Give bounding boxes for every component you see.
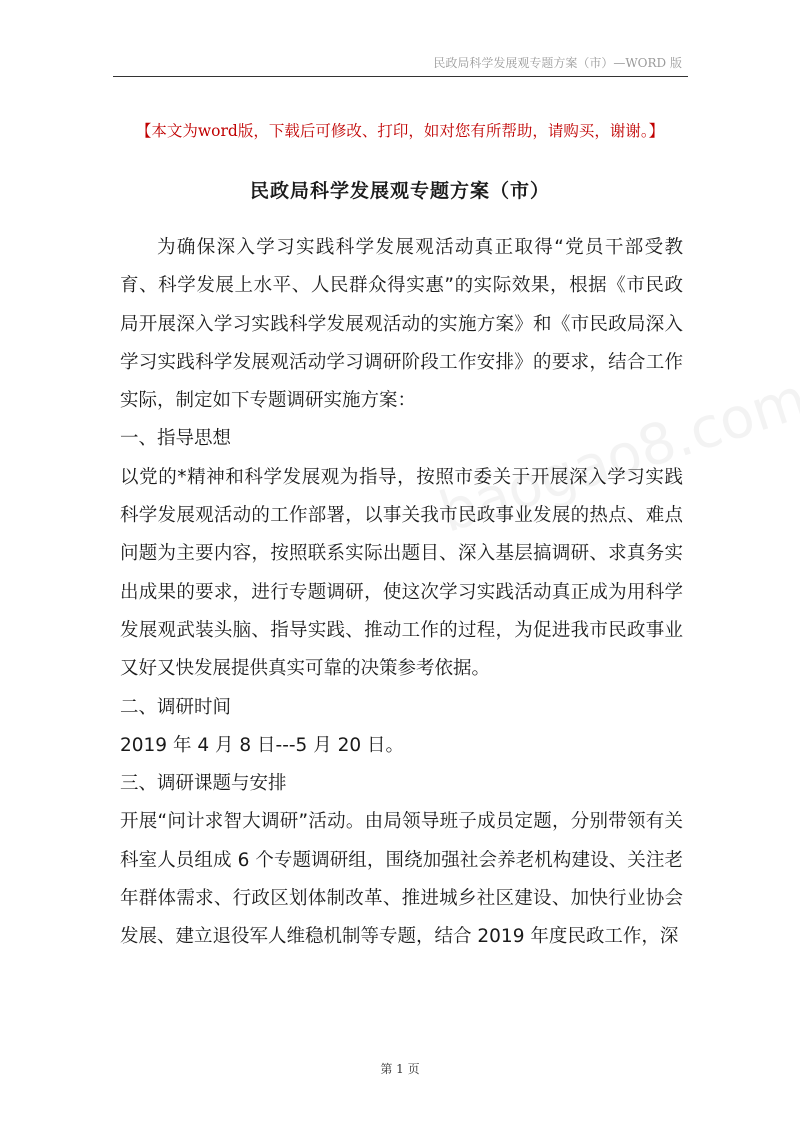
- running-header: 民政局科学发展观专题方案（市）—WORD 版: [433, 56, 682, 70]
- research-time-paragraph: 2019 年 4 月 8 日---5 月 20 日。: [120, 734, 405, 756]
- download-notice: 【本文为word版，下载后可修改、打印，如对您有所帮助，请购买，谢谢。】: [135, 122, 665, 140]
- section-heading-research-time: 二、调研时间: [120, 696, 232, 718]
- intro-paragraph: 为确保深入学习实践科学发展观活动真正取得“党员干部受教育、科学发展上水平、人民群众得实惠”的实际效果，根据《市民政局开展深入学习实践科学发展观活动的实施方案》和《市民政局深入学习实践科学发展观活动学习调研阶段工作安排》的要求，结合工作实际，制定如下专题调研实施方案：: [120, 237, 683, 412]
- document-title: 民政局科学发展观专题方案（市）: [249, 180, 550, 202]
- section-heading-research-topics: 三、调研课题与安排: [120, 773, 287, 795]
- page-number: 第 1 页: [380, 1062, 420, 1076]
- section-heading-guiding-thought: 一、指导思想: [120, 428, 232, 450]
- guiding-thought-paragraph: 以党的*精神和科学发展观为指导，按照市委关于开展深入学习实践科学发展观活动的工作部署，以事关我市民政事业发展的热点、难点问题为主要内容，按照联系实际出题目、深入基层搞调研、求真务实出成果的要求，进行专题调研，使这次学习实践活动真正成为用科学发展观武装头脑、指导实践、推动工作的过程，为促进我市民政事业又好又快发展提供真实可靠的决策参考依据。: [120, 466, 683, 680]
- header-divider: [113, 76, 688, 77]
- document-body: [120, 229, 683, 957]
- research-topics-paragraph: 开展“问计求智大调研”活动。由局领导班子成员定题，分别带领有关科室人员组成 6 个专题调研组，围绕加强社会养老机构建设、关注老年群体需求、行政区划体制改革、推进城乡社区建设、加快行业协会发展、建立退役军人维稳机制等专题，结合 2019 年度民政工作，深: [120, 811, 683, 948]
